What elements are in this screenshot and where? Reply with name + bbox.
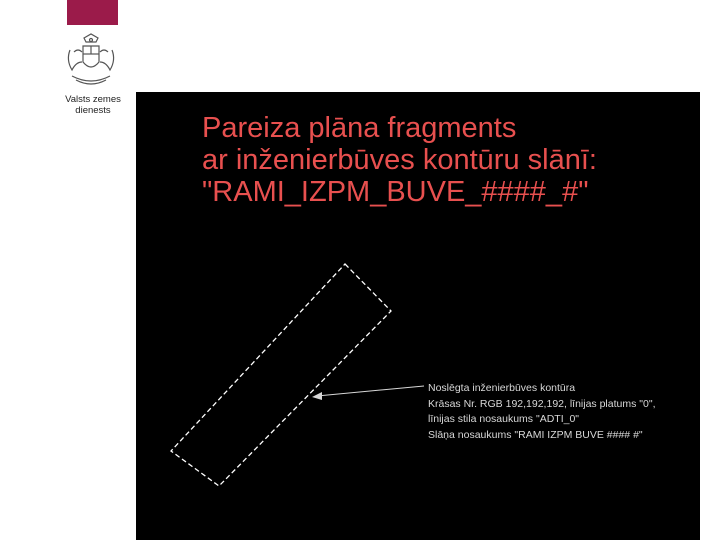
brand-color-bar <box>67 0 118 25</box>
slide-title-line1: Pareiza plāna fragments <box>202 112 517 144</box>
annotation-line4: Slāņa nosaukums "RAMI IZPM BUVE #### #" <box>428 428 643 441</box>
coat-of-arms-icon <box>62 32 120 90</box>
slide-title-line2: ar inženierbūves kontūru slānī: <box>202 144 597 176</box>
annotation-line2: Krāsas Nr. RGB 192,192,192, līnijas platums "0", <box>428 397 656 410</box>
annotation-leader-line <box>317 386 424 396</box>
annotation-line1: Noslēgta inženierbūves kontūra <box>428 382 576 394</box>
organization-name-line2: dienests <box>75 105 111 116</box>
organization-name-line1: Valsts zemes <box>65 94 121 105</box>
plan-drawing <box>136 92 700 540</box>
organization-name <box>48 94 138 116</box>
slide-title-line3: "RAMI_IZPM_BUVE_####_#" <box>202 176 589 208</box>
annotation-line3: līnijas stila nosaukums "ADTI_0" <box>428 413 580 425</box>
engineering-structure-contour <box>171 264 391 486</box>
plan-slide <box>136 92 700 540</box>
contour-annotation <box>428 381 655 443</box>
annotation-arrow-head <box>312 392 322 400</box>
